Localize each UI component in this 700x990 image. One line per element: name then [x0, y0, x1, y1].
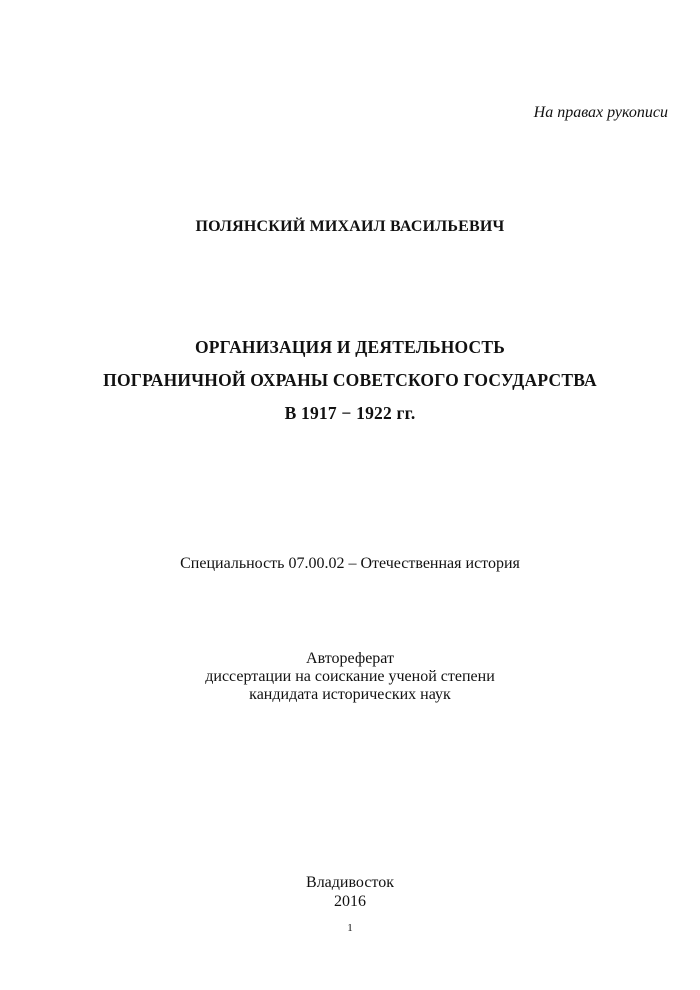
- rights-note: На правах рукописи: [533, 104, 668, 121]
- title-line-1: ОРГАНИЗАЦИЯ И ДЕЯТЕЛЬНОСТЬ: [194, 337, 506, 357]
- abstract-line-2: диссертации на соискание ученой степени: [205, 668, 495, 685]
- title-line-3: В 1917 − 1922 гг.: [284, 403, 416, 423]
- specialty-text: Специальность 07.00.02 – Отечественная история: [180, 555, 520, 572]
- abstract-line-3: кандидата исторических наук: [249, 686, 451, 703]
- city-name: Владивосток: [306, 874, 394, 891]
- publication-year: 2016: [334, 893, 366, 910]
- author-name: ПОЛЯНСКИЙ МИХАИЛ ВАСИЛЬЕВИЧ: [195, 218, 505, 235]
- title-line-2: ПОГРАНИЧНОЙ ОХРАНЫ СОВЕТСКОГО ГОСУДАРСТВА: [103, 370, 597, 390]
- abstract-line-1: Автореферат: [306, 650, 394, 667]
- page-number: 1: [347, 922, 353, 934]
